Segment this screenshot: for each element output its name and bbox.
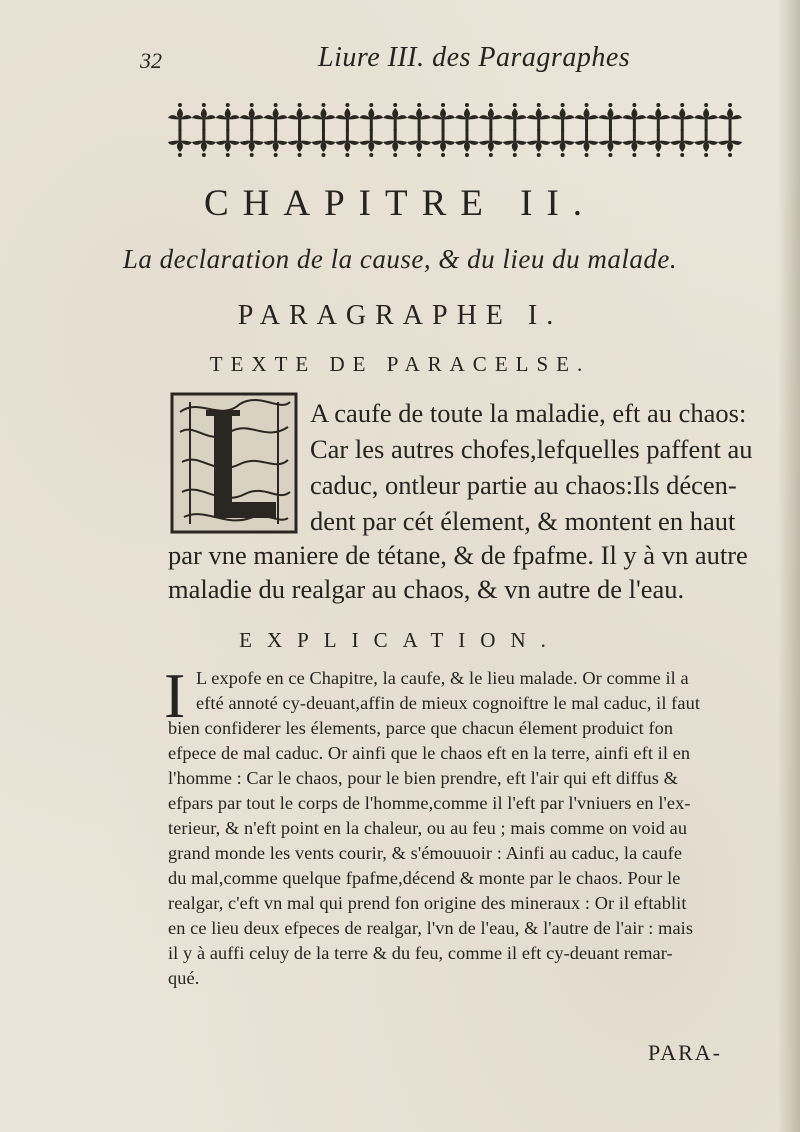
body-line: terieur, & n'eft point en la chaleur, ou au feu ; mais comme on void au [168, 818, 688, 838]
fleuron-icon [455, 129, 479, 157]
fleuron-icon [359, 103, 383, 131]
fleuron-icon [431, 129, 455, 157]
body-line: efté annoté cy-deuant,affin de mieux cognoiftre le mal caduc, il faut [196, 693, 701, 713]
fleuron-icon [264, 129, 288, 157]
fleuron-icon [335, 129, 359, 157]
fleuron-icon [551, 103, 575, 131]
running-head [140, 42, 740, 82]
quote-line: maladie du realgar au chaos, & vn autre de l'eau. [168, 574, 685, 604]
text-heading: TEXTE DE PARACELSE. [209, 352, 591, 376]
fleuron-icon [192, 129, 216, 157]
fleuron-icon [168, 129, 192, 157]
fleuron-icon [383, 129, 407, 157]
catchword: PARA- [648, 1040, 722, 1065]
chapter-subtitle: La declaration de la cause, & du lieu du malade. [122, 244, 678, 274]
fleuron-icon [359, 129, 383, 157]
fleuron-icon [240, 129, 264, 157]
fleuron-icon [264, 103, 288, 131]
quote-line: Car les autres chofes,lefquelles paffent au [310, 434, 753, 464]
fleuron-icon [407, 103, 431, 131]
fleuron-icon [622, 129, 646, 157]
fleuron-icon [479, 129, 503, 157]
fleuron-icon [598, 103, 622, 131]
fleuron-icon [383, 103, 407, 131]
decorated-initial-l [170, 392, 298, 534]
fleuron-icon [240, 103, 264, 131]
fleuron-icon [527, 103, 551, 131]
body-line: realgar, c'eft vn mal qui prend fon origine des mineraux : Or il eftablit [168, 893, 687, 913]
explication-heading: EXPLICATION. [239, 628, 561, 652]
body-line: l'homme : Car le chaos, pour le bien prendre, eft l'air qui eft diffus & [168, 768, 678, 788]
fleuron-icon [718, 103, 742, 131]
fleuron-icon [694, 103, 718, 131]
fleuron-icon [598, 129, 622, 157]
fleuron-icon [168, 103, 192, 131]
fleuron-icon [622, 103, 646, 131]
fleuron-icon [527, 129, 551, 157]
fleuron-icon [479, 103, 503, 131]
fleuron-icon [192, 103, 216, 131]
ornament-row [168, 103, 742, 157]
quote-line: dent par cét élement, & montent en haut [310, 506, 736, 536]
paragraph-heading: PARAGRAPHE I. [237, 300, 563, 331]
fleuron-icon [575, 129, 599, 157]
fleuron-icon [503, 129, 527, 157]
page-number: 32 [140, 48, 162, 73]
body-line: qué. [168, 968, 200, 988]
body-line: efpece de mal caduc. Or ainfi que le chaos eft en la terre, ainfi eft il en [168, 743, 691, 763]
fleuron-icon [311, 129, 335, 157]
quote-line: caduc, ontleur partie au chaos:Ils décen- [310, 470, 737, 500]
fleuron-icon [694, 129, 718, 157]
page-edge-shadow [778, 0, 800, 1132]
fleuron-icon [575, 103, 599, 131]
fleuron-icon [646, 129, 670, 157]
fleuron-icon [670, 103, 694, 131]
fleuron-icon [431, 103, 455, 131]
body-line: bien confiderer les élements, parce que chacun élement produict fon [168, 718, 674, 738]
chapter-title: CHAPITRE II. [203, 183, 597, 224]
fleuron-icon [670, 129, 694, 157]
fleuron-icon [646, 103, 670, 131]
fleuron-icon [407, 129, 431, 157]
fleuron-icon [216, 103, 240, 131]
fleuron-icon [455, 103, 479, 131]
initial-letter: I [164, 660, 186, 731]
fleuron-icon [335, 103, 359, 131]
fleuron-ornament-band [168, 100, 742, 158]
fleuron-icon [718, 129, 742, 157]
running-title: Liure III. des Paragraphes [318, 42, 631, 73]
fleuron-icon [216, 129, 240, 157]
fleuron-icon [288, 103, 312, 131]
fleuron-icon [503, 103, 527, 131]
body-line: du mal,comme quelque fpafme,décend & monte par le chaos. Pour le [168, 868, 681, 888]
quote-line: A caufe de toute la maladie, eft au chaos: [310, 398, 747, 428]
fleuron-icon [551, 129, 575, 157]
body-line: efpars par tout le corps de l'homme,comme il l'eft par l'vniuers en l'ex- [168, 793, 691, 813]
body-line: il y à auffi celuy de la terre & du feu, comme il eft cy-deuant remar- [168, 943, 673, 963]
body-line: L expofe en ce Chapitre, la caufe, & le lieu malade. Or comme il a [196, 668, 689, 688]
fleuron-icon [311, 103, 335, 131]
fleuron-icon [288, 129, 312, 157]
body-line: en ce lieu deux efpeces de realgar, l'vn de l'eau, & l'autre de l'air : mais [168, 918, 694, 938]
body-line: grand monde les vents courir, & s'émouuoir : Ainfi au caduc, la caufe [168, 843, 683, 863]
quote-line: par vne maniere de tétane, & de fpafme. Il y à vn autre [168, 540, 748, 570]
